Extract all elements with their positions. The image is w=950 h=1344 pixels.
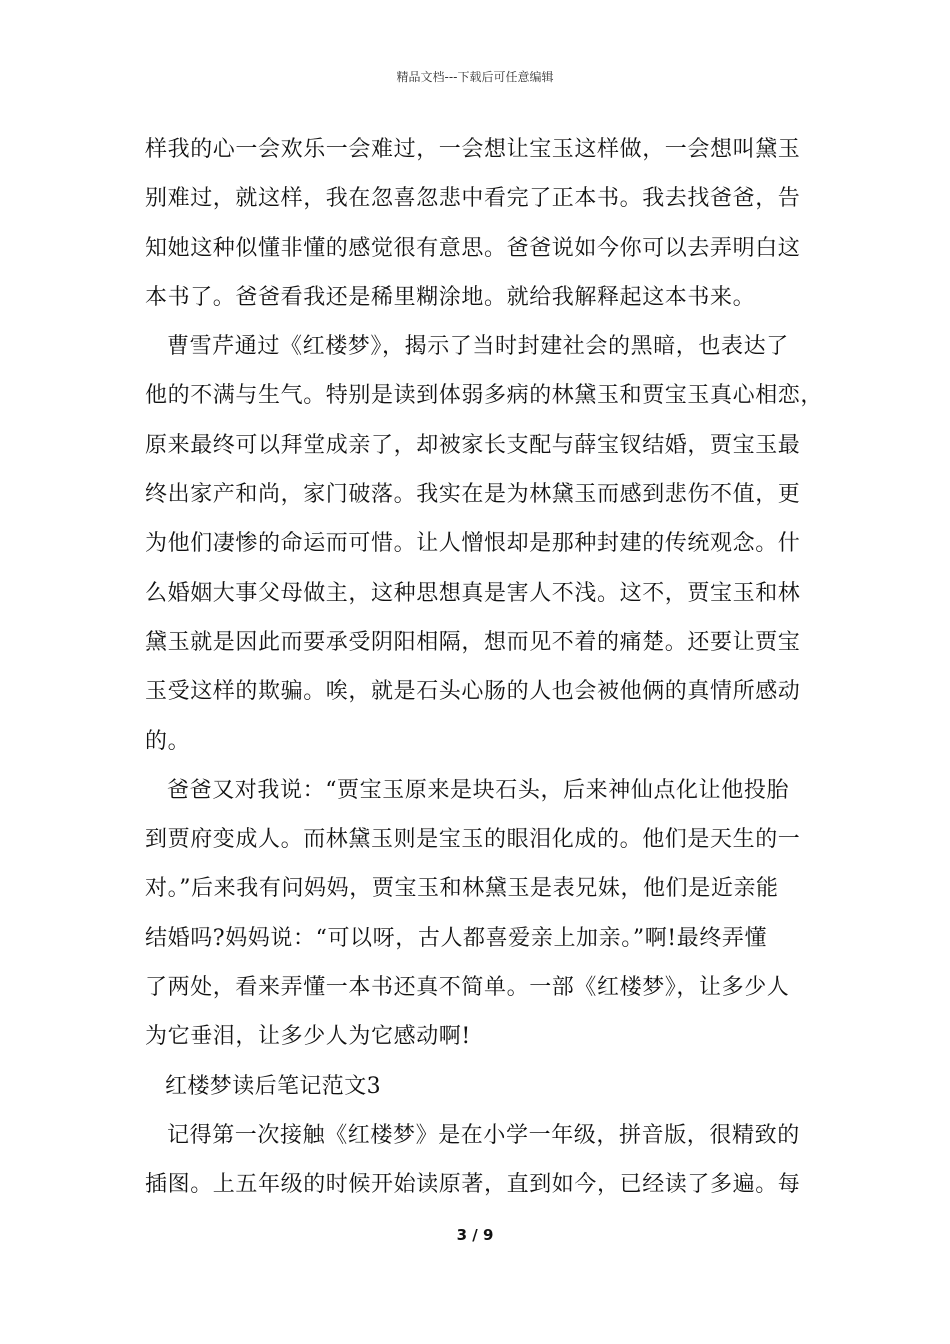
page-number: 3 / 9 — [456, 1226, 494, 1244]
text-line: 为它垂泪，让多少人为它感动啊! — [145, 1024, 471, 1050]
text-line: 玉受这样的欺骗。唉，就是石头心肠的人也会被他俩的真情所感动 — [145, 679, 801, 705]
text-line: 的。 — [145, 728, 191, 754]
text-line: 结婚吗?妈妈说：“可以呀，古人都喜爱亲上加亲。”啊!最终弄懂 — [145, 925, 768, 951]
text-line: 别难过，就这样，我在忽喜忽悲中看完了正本书。我去找爸爸，告 — [145, 186, 801, 212]
text-line: 他的不满与生气。特别是读到体弱多病的林黛玉和贾宝玉真心相恋， — [145, 383, 824, 409]
text-line: 原来最终可以拜堂成亲了，却被家长支配与薛宝钗结婚，贾宝玉最 — [145, 432, 801, 458]
text-line: 为他们凄惨的命运而可惜。让人憎恨却是那种封建的传统观念。什 — [145, 531, 801, 557]
document-body — [145, 125, 824, 1210]
text-line: 终出家产和尚，家门破落。我实在是为林黛玉而感到悲伤不值，更 — [145, 482, 801, 508]
text-line: 插图。上五年级的时候开始读原著，直到如今，已经读了多遍。每 — [145, 1172, 801, 1198]
text-line: 了两处，看来弄懂一本书还真不简单。一部《红楼梦》，让多少人 — [145, 975, 790, 1001]
text-line: 记得第一次接触《红楼梦》是在小学一年级，拼音版，很精致的 — [167, 1122, 800, 1148]
page-header: 精品文档---下载后可任意编辑 — [396, 70, 554, 84]
section-heading: 红楼梦读后笔记范文3 — [165, 1073, 381, 1099]
text-line: 对。”后来我有问妈妈，贾宝玉和林黛玉是表兄妹，他们是近亲能 — [145, 876, 779, 902]
text-line: 么婚姻大事父母做主，这种思想真是害人不浅。这不，贾宝玉和林 — [145, 580, 801, 606]
text-line: 曹雪芹通过《红楼梦》，揭示了当时封建社会的黑暗，也表达了 — [167, 334, 789, 360]
text-line: 样我的心一会欢乐一会难过，一会想让宝玉这样做，一会想叫黛玉 — [145, 137, 801, 162]
text-line: 到贾府变成人。而林黛玉则是宝玉的眼泪化成的。他们是天生的一 — [145, 827, 801, 853]
text-line: 知她这种似懂非懂的感觉很有意思。爸爸说如今你可以去弄明白这 — [145, 235, 801, 261]
text-line: 黛玉就是因此而要承受阴阳相隔，想而见不着的痛楚。还要让贾宝 — [145, 629, 801, 655]
text-line: 爸爸又对我说：“贾宝玉原来是块石头，后来神仙点化让他投胎 — [167, 777, 790, 803]
text-line: 本书了。爸爸看我还是稀里糊涂地。就给我解释起这本书来。 — [145, 284, 756, 310]
